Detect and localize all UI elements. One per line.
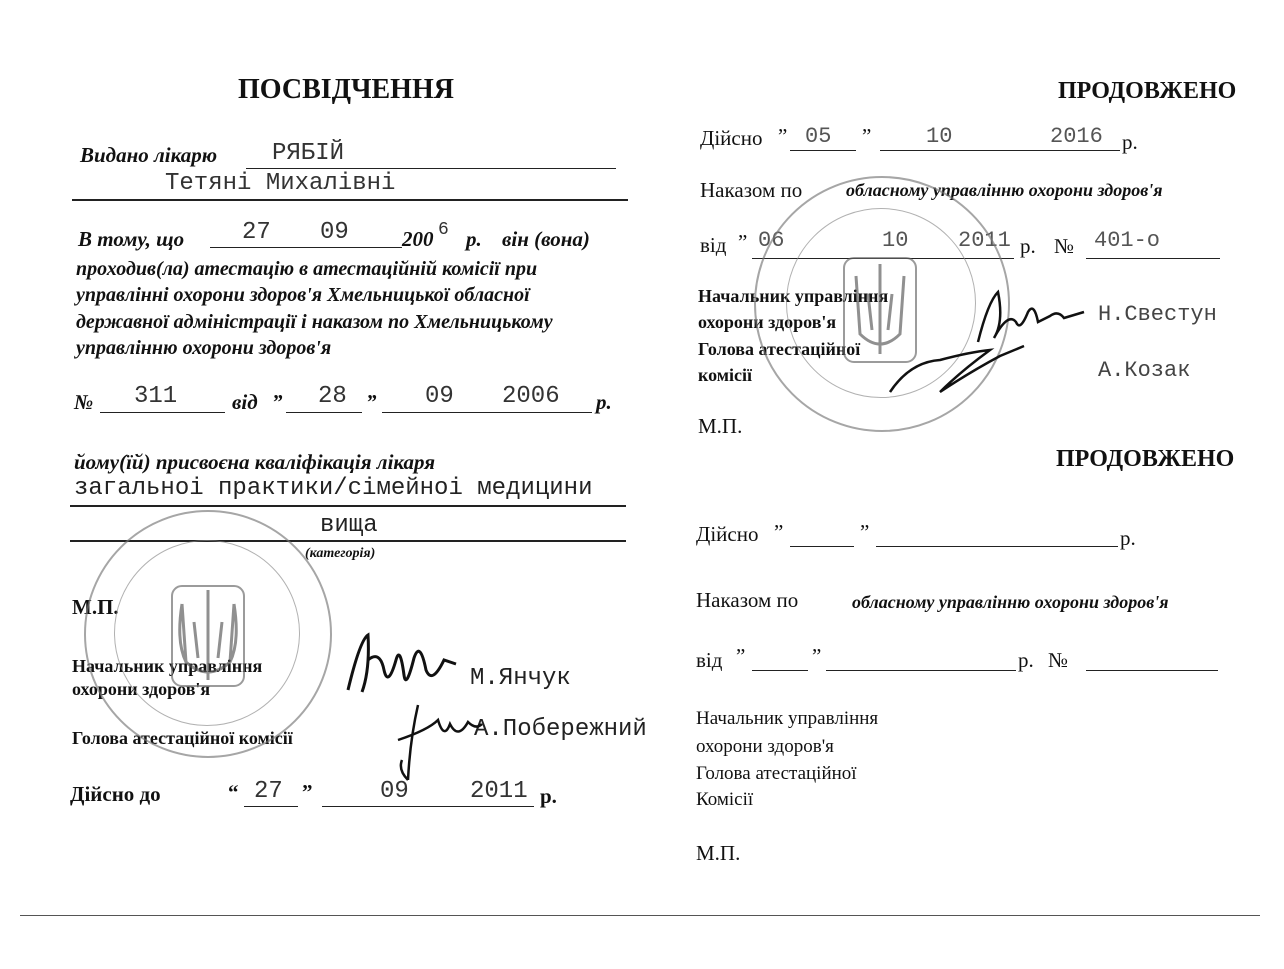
right-chair-label-2: комісії: [698, 365, 753, 385]
right-valid-quote-1: ”: [778, 124, 788, 148]
right-from-quote-2: ”: [736, 644, 746, 668]
right-order-number-label-2: №: [1048, 648, 1069, 672]
valid-day-underline: [244, 806, 298, 807]
right-head-label-2: охорони здоров'я: [698, 312, 837, 332]
right-order-day-1: 06: [758, 228, 785, 253]
right-order-number-label-1: №: [1054, 234, 1075, 258]
left-official-stamp: [84, 510, 332, 758]
given-names-underline: [72, 199, 628, 201]
right-valid-day-1: 05: [805, 124, 832, 149]
valid-until-year-unit: р.: [540, 784, 557, 808]
right-valid-year-1: 2016: [1050, 124, 1103, 149]
right-order-dept-1: обласному управлінню охорони здоров'я: [846, 180, 1163, 200]
order-from-label: від: [232, 390, 258, 414]
right-valid-quote-close-1: ”: [862, 124, 872, 148]
right-order-number-1: 401-о: [1094, 228, 1161, 253]
right-valid-underline-2: [876, 546, 1118, 547]
qualification-underline: [70, 505, 626, 507]
attestation-month: 09: [320, 219, 349, 246]
issued-to-label: Видано лікарю: [80, 143, 218, 167]
attestation-year-prefix: 200: [402, 227, 434, 251]
order-quote-close: ”: [366, 390, 377, 414]
paragraph-line-3: державної адміністрації і наказом по Хмельницькому: [76, 311, 553, 333]
left-seal-mark: М.П.: [72, 595, 119, 619]
order-number-value: 311: [134, 383, 178, 410]
paragraph-line-2: управлінні охорони здоров'я Хмельницької обласної: [76, 284, 530, 306]
right-head-label-3: Начальник управління: [696, 708, 879, 729]
paragraph-line-1: проходив(ла) атестацію в атестаційній комісії при: [76, 258, 538, 280]
category-caption: (категорія): [305, 546, 376, 561]
right-valid-quote-2: ”: [774, 520, 784, 544]
attestation-year-unit: р.: [466, 227, 482, 251]
order-month: 09: [425, 383, 454, 410]
order-year-underline: [382, 412, 592, 413]
right-from-label-1: від: [700, 233, 727, 257]
page-bottom-edge: [20, 915, 1260, 916]
right-order-day-underline-2: [752, 670, 808, 671]
qualification-label: йому(їй) присвоєна кваліфікація лікаря: [74, 450, 436, 474]
right-head-label-1: Начальник управління: [698, 286, 889, 306]
right-seal-mark-2: М.П.: [696, 841, 741, 865]
right-valid-label-1: Дійсно: [700, 126, 763, 150]
right-chair-name-1: А.Козак: [1098, 358, 1191, 383]
left-chair-label: Голова атестаційної комісії: [72, 728, 293, 748]
qualification-value: загальноі практики/сімейноі медицини: [74, 475, 593, 502]
right-chair-label-4: Комісії: [696, 789, 754, 810]
certificate-title: ПОСВІДЧЕННЯ: [238, 74, 454, 105]
right-from-quote-1: ”: [738, 230, 748, 254]
right-from-quote-close-2: ”: [812, 644, 822, 668]
right-valid-day-underline-2: [790, 546, 854, 547]
right-order-number-underline-2: [1086, 670, 1218, 671]
in-that-label: В тому, що: [78, 227, 185, 251]
left-chair-signature: [388, 700, 488, 790]
he-she-label: він (вона): [502, 227, 590, 251]
valid-until-month: 09: [380, 778, 409, 805]
extended-title-1: ПРОДОВЖЕНО: [1058, 78, 1237, 104]
attestation-day: 27: [242, 219, 271, 246]
right-order-date-underline-2: [826, 670, 1016, 671]
right-from-label-2: від: [696, 648, 723, 672]
right-head-name-1: Н.Свестун: [1098, 302, 1217, 327]
right-chair-label-3: Голова атестаційної: [696, 763, 857, 784]
right-order-label-1: Наказом по: [700, 178, 803, 202]
order-day-underline: [286, 412, 362, 413]
right-order-label-2: Наказом по: [696, 588, 799, 612]
valid-quote-close: ”: [302, 780, 313, 804]
order-day: 28: [318, 383, 347, 410]
doctor-surname: РЯБІЙ: [272, 140, 345, 167]
right-order-month-1: 10: [882, 228, 909, 253]
order-year-unit: р.: [596, 390, 612, 414]
right-order-year-1: 2011: [958, 228, 1011, 253]
right-seal-mark-1: М.П.: [698, 414, 743, 438]
doctor-given-names: Тетяні Михалівні: [165, 170, 396, 197]
valid-until-underline: [322, 806, 534, 807]
right-order-dept-2: обласному управлінню охорони здоров'я: [852, 592, 1169, 612]
attestation-year-suffix: 6: [438, 220, 449, 240]
left-head-label-1: Начальник управління: [72, 656, 263, 676]
left-head-name: М.Янчук: [470, 665, 571, 692]
left-head-label-2: охорони здоров'я: [72, 679, 211, 699]
valid-quote-open: “: [228, 780, 239, 804]
left-chair-name: А.Побережний: [474, 716, 647, 743]
right-valid-month-1: 10: [926, 124, 953, 149]
right-head-label-4: охорони здоров'я: [696, 736, 834, 757]
right-chair-signature: [880, 332, 1030, 402]
right-valid-year-unit-2: р.: [1120, 526, 1136, 550]
valid-until-day: 27: [254, 778, 283, 805]
paragraph-line-4: управлінню охорони здоров'я: [76, 337, 332, 359]
right-chair-label-1: Голова атестаційної: [698, 339, 861, 359]
order-number-label: №: [74, 390, 94, 414]
extended-title-2: ПРОДОВЖЕНО: [1056, 446, 1235, 472]
order-quote-open: ”: [272, 390, 283, 414]
valid-until-year: 2011: [470, 778, 528, 805]
right-valid-day-underline-1: [790, 150, 856, 151]
category-value: вища: [320, 512, 378, 539]
right-order-year-unit-1: р.: [1020, 234, 1036, 258]
right-order-year-unit-2: р.: [1018, 648, 1034, 672]
left-head-signature: [340, 630, 460, 700]
right-valid-year-unit-1: р.: [1122, 130, 1138, 154]
surname-underline: [246, 168, 616, 169]
right-valid-label-2: Дійсно: [696, 522, 759, 546]
order-number-underline: [100, 412, 225, 413]
left-stamp-trident-icon: [86, 512, 330, 756]
right-valid-quote-close-2: ”: [860, 520, 870, 544]
right-valid-underline-1: [880, 150, 1120, 151]
order-year: 2006: [502, 383, 560, 410]
right-order-number-underline-1: [1086, 258, 1220, 259]
valid-until-label: Дійсно до: [70, 782, 161, 806]
attestation-date-underline: [210, 247, 402, 248]
